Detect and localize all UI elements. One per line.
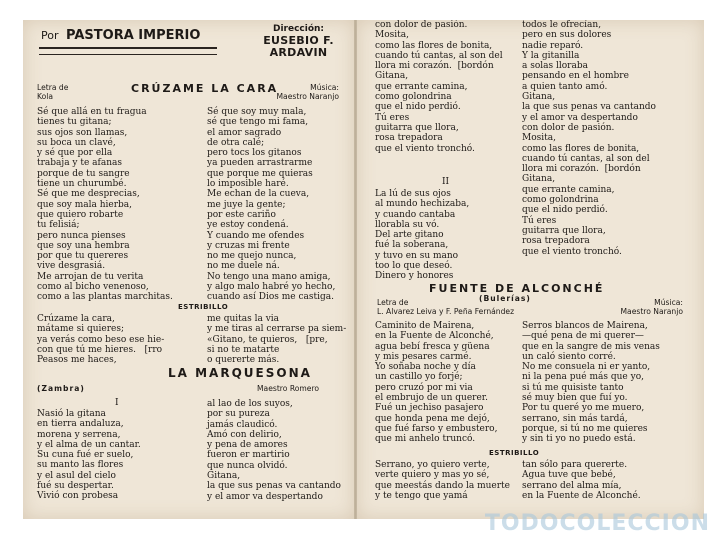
marquesona-cont-col1: con dolor de pasión. Mosita, como las flores de bonita, cuando tú cantas, al son del llora mi corazón. [bordón Gitana, que errante camina, como golondrina que el nido perdió. Tú eres guitarra que llora, rosa trepadora que el viento tronchó. — [375, 20, 503, 154]
marquesona-style: (Zambra) — [37, 384, 85, 393]
marquesona-part-one: I — [115, 398, 119, 408]
marquesona-lyrics-col1: Nasió la gitana en tierra andaluza, morena y serrena, y el alma de un cantar. Su cuna fué er suelo, su manto las flores y el asul del cielo fué su despertar. Vivió con probesa — [37, 409, 141, 502]
cruzame-lyrics-col2: Sé que soy muy mala, sé que tengo mi fama, el amor sagrado de otra calé; pero tocs los gitanos ya pueden arrastrarme que porque me quieras lo imposible haré. Me echan de la cueva, me juye la gente; por este cariño ye estoy condená. Y cuando me ofendes y cruzas mi frente no me quejo nunca, no me duele ná. No tengo una mano amiga, y algo malo habré yo hecho, cuando así Dios me castiga. — [207, 107, 336, 303]
song-title-marquesona: LA MARQUESONA — [168, 366, 312, 380]
left-page — [23, 20, 354, 519]
marquesona-cont-col2: todos le ofrecían, pero en sus dolores nadie reparó. Y la gitanilla a solas lloraba pensando en el hombre a quien tanto amó. Gitana, la que sus penas va cantando y el amor va despertando con dolor de pasión. Mosita, como las flores de bonita, cuando tú cantas, al son del llora mi corazón. [bordón Gitana, que errante camina, como golondrina que el nido perdió. Tú eres guitarra que llora, rosa trepadora que el viento tronchó. — [522, 20, 656, 257]
alconche-estribillo-label: ESTRIBILLO — [489, 449, 540, 457]
cruzame-estribillo-col1: Crúzame la cara, mátame si quieres; ya verás como beso ese hie- con que tú me hieres. [rro Peasos me haces, — [37, 314, 165, 366]
alconche-style: (Bulerías) — [479, 294, 531, 303]
direction-label: Dirección: — [272, 24, 325, 34]
cruzame-lyrics-col1: Sé que allá en tu fragua tienes tu gitana; sus ojos son llamas, su boca un clavé, y sé que por ella trabaja y te afanas porque de tu sangre tiene un churumbé. Sé que me desprecias, que soy mala hierba, que quiero robarte tu felisiá; pero nunca pienses que soy una hembra por que tu quereres vive desgrasiá. Me arrojan de tu verita como al bicho venenoso, como a las plantas marchitas. — [37, 107, 173, 303]
artist-name: PASTORA IMPERIO — [66, 28, 201, 43]
song-title-cruzame: CRÚZAME LA CARA — [131, 82, 279, 95]
cruzame-estribillo-label: ESTRIBILLO — [178, 303, 229, 311]
alconche-estribillo-col1: Serrano, yo quiero verte, verte quiero y mas yo sé, que meestás dando la muerte y te tengo que yamá — [375, 460, 510, 501]
marquesona-composer: Maestro Romero — [257, 384, 320, 393]
director-name: EUSEBIO F. ARDAVIN — [263, 34, 334, 59]
right-page — [357, 20, 704, 519]
cruzame-lyrics-credit: Letra de Kola — [37, 83, 69, 101]
alconche-lyrics-col1: Caminito de Mairena, en la Fuente de Alconché, agua bebí fresca y güena y mis pesares carmé. Yo soñaba noche y día un castillo yo forjé; pero cruzó por mi via el embrujo de un querer. Fué un jechiso pasajero que honda pena me dejó, que fué farso y embustero, que mi anhelo truncó. — [375, 321, 498, 445]
alconche-music-credit: Música: Maestro Naranjo — [620, 298, 683, 316]
marquesona-part-two: II — [442, 177, 450, 187]
por-label: Por — [41, 29, 59, 42]
cruzame-music-credit: Música: Maestro Naranjo — [276, 83, 339, 101]
alconche-lyrics-col2: Serros blancos de Mairena, —qué pena de mi querer— que en la sangre de mis venas un caló siento corré. No me consuela ni er yanto, ni la pena pué más que yo, si tú me quisiste tanto sé muy bien que fuí yo. Por tu queré yo me muero, serrano, sin más tardá, porque, si tú no me quieres y sin ti yo no puedo está. — [522, 321, 660, 445]
marquesona-cont-col1b: La lú de sus ojos al mundo hechizaba, y cuando cantaba llorabla su vó. Del arte gitano fué la soberana, y tuvo en su mano too lo que deseó. Dinero y honores — [375, 189, 470, 282]
song-title-alconche: FUENTE DE ALCONCHÉ — [429, 282, 605, 295]
cruzame-estribillo-col2: me quitas la via y me tiras al cerrarse pa siem- «Gitano, te quieros, [pre, si no te matarte o quererte más. — [207, 314, 347, 366]
watermark-logo: TODOCOLECCION — [484, 511, 710, 536]
heading-rule — [39, 47, 217, 55]
alconche-estribillo-col2: tan sólo para quererte. Agua tuve que bebé, serrano del alma mía, en la Fuente de Alconché. — [522, 460, 641, 501]
marquesona-lyrics-col2: al lao de los suyos, por su pureza jamás claudicó. Amó con delirio, y pena de amores fueron er martirio que nunca olvidó. Gitana, la que sus penas va cantando y el amor va despertando — [207, 399, 341, 502]
alconche-lyrics-credit: Letra de L. Alvarez Leiva y F. Peña Fernández — [377, 298, 515, 316]
artist-heading — [41, 28, 200, 43]
direction-block — [243, 23, 354, 59]
